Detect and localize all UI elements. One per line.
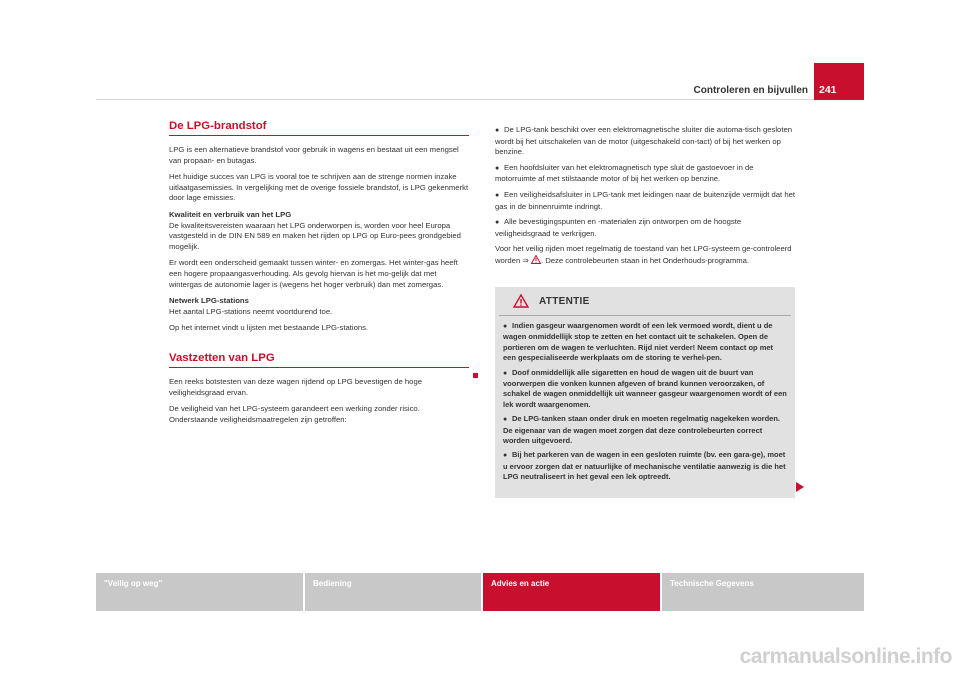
left-column <box>169 120 469 431</box>
warning-title: ATTENTIE <box>539 295 590 307</box>
right-column <box>495 125 795 273</box>
bullet-icon: ● <box>503 323 508 330</box>
bullet-item: ● Een hoofdsluiter van het elektromagnetisch type sluit de gastoevoer in de motorruimte af met stilstaande motor of bij het werken op benzine. <box>495 162 754 184</box>
bullet-icon: ● <box>503 452 508 460</box>
bullet-item: ● Alle bevestigingspunten en -materialen zijn ontworpen om de hoogste veiligheidsgraad te verkrijgen. <box>495 217 742 238</box>
bullet-icon: ● <box>495 127 500 134</box>
bullet-icon: ● <box>495 219 500 227</box>
bullet-item: ● De LPG-tank beschikt over een elektromagnetische sluiter die automa-tisch gesloten wordt bij het uitschakelen van de motor (uitgeschakeld con-tact) of bij het werken op benzine. <box>495 125 793 157</box>
continue-arrow-icon[interactable] <box>796 482 804 492</box>
tab-veilig-op-weg[interactable]: "Veilig op weg" <box>96 573 303 611</box>
tab-advies-en-actie[interactable]: Advies en actie <box>483 573 660 611</box>
bullet-item: ● Een veiligheidsafsluiter in LPG-tank met leidingen naar de buitenzijde vermijdt dat het gas in de binnenruimte indringt. <box>495 189 796 211</box>
paragraph: Op het internet vindt u lijsten met bestaande LPG-stations. <box>169 323 369 333</box>
running-header: Controleren en bijvullen <box>693 85 808 96</box>
warning-item: ● Indien gasgeur waargenomen wordt of een lek vermoed wordt, dient u de wagen onmiddellijk stop te zetten en het contact uit te schakelen. Open de portieren om de wagen te verluchten. Rijd niet verder! Neem contact op met een gespecialiseerde werkplaats om de storing te verhel-pen. <box>503 321 774 363</box>
warning-item: ● De LPG-tanken staan onder druk en moeten regelmatig nagekeken worden. De eigenaar van de wagen moet zorgen dat deze controlebeurten correct worden uitgevoerd. <box>503 414 780 446</box>
page-number: 241 <box>814 63 864 100</box>
section-heading-lpg-fuel: De LPG-brandstof <box>169 120 469 136</box>
subheading-network: Netwerk LPG-stations <box>169 296 249 306</box>
paragraph: Het aantal LPG-stations neemt voortdurend toe. <box>169 306 333 316</box>
footer-nav <box>96 573 864 611</box>
tab-technische-gegevens[interactable]: Technische Gegevens <box>662 573 864 611</box>
warning-box <box>495 287 795 498</box>
watermark: carmanualsonline.info <box>739 645 952 668</box>
header-rule <box>96 99 864 100</box>
paragraph: Een reeks botstesten van deze wagen rijdend op LPG bevestigen de hoge veiligheidsgraad ervan. <box>169 376 423 397</box>
section-heading-securing-lpg: Vastzetten van LPG <box>169 352 469 368</box>
paragraph: Het huidige succes van LPG is vooral toe te schrijven aan de strenge normen inzake uitlaatgasemissies. In vergelijking met de overige fossiele brandstof, is LPG gekenmerkt door lage emissies. <box>169 172 469 203</box>
warning-triangle-icon <box>513 294 529 308</box>
paragraph: De kwaliteitsvereisten waaraan het LPG onderworpen is, worden voor heel Europa vastgesteld in de DIN EN 589 en maken het rijden op LPG op Euro-pees grondgebied mogelijk. <box>169 220 461 251</box>
bullet-icon: ● <box>503 369 508 377</box>
paragraph: Er wordt een onderscheid gemaakt tussen winter- en zomergas. Het winter-gas heeft een hogere propaangasverhouding. Als gevolg hiervan is het mo-gelijk dat met wintergas de autonomie lager is (wegens het hoger verbruik) dan met zomergas. <box>169 258 458 289</box>
warning-item: ● Bij het parkeren van de wagen in een gesloten ruimte (bv. een gara-ge), moet u ervoor zorgen dat er natuurlijke of mechanische ventilatie aanwezig is die het LPG neutraliseert in het geval een lek optreedt. <box>503 450 786 482</box>
bullet-icon: ● <box>495 164 500 172</box>
warning-header <box>499 287 791 316</box>
bullet-icon: ● <box>495 191 500 199</box>
paragraph: De veiligheid van het LPG-systeem garandeert een werking zonder risico. Onderstaande veiligheidsmaatregelen zijn getroffen: <box>169 404 420 424</box>
warning-reference-icon[interactable] <box>531 256 541 265</box>
paragraph-with-reference: Voor het veilig rijden moet regelmatig de toestand van het LPG-systeem ge-controleerd worden ⇒ . Deze controlebeurten staan in het Onderhouds-programma. <box>495 244 792 265</box>
tab-bediening[interactable]: Bediening <box>305 573 481 611</box>
bullet-icon: ● <box>503 416 508 424</box>
warning-item: ● Doof onmiddellijk alle sigaretten en houd de wagen uit de buurt van voorwerpen die vonken kunnen afgeven of brand kunnen veroorzaken, of schakel de wagen onmiddellijk uit wanneer gasgeur waargenomen wordt of een lek wordt waargenomen. <box>503 367 787 409</box>
subheading-quality: Kwaliteit en verbruik van het LPG <box>169 209 292 219</box>
section-end-marker <box>473 373 478 378</box>
paragraph: LPG is een alternatieve brandstof voor gebruik in wagens en bestaat uit een mengsel van propaan- en butagas. <box>169 145 459 165</box>
